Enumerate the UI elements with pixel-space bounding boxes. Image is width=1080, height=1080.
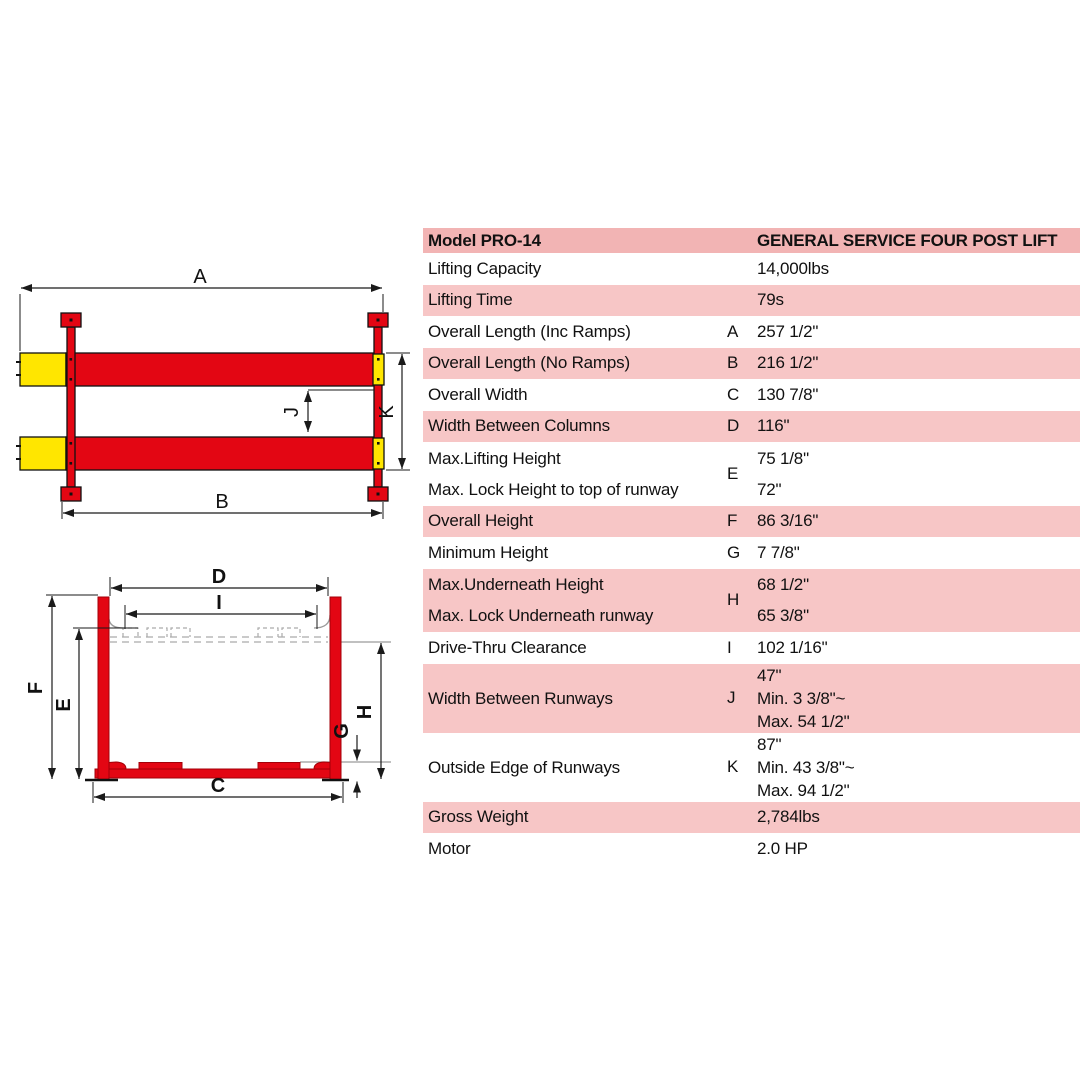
ramp-front-left: [20, 353, 66, 386]
wheelstop-left: [109, 762, 126, 769]
spec-letter: I: [727, 637, 732, 657]
bolt-dot: [70, 462, 73, 465]
spec-row: [423, 506, 1080, 538]
spec-row: [423, 833, 1080, 865]
dim-label-d: D: [211, 566, 227, 588]
spec-label: Lifting Capacity: [428, 258, 542, 278]
spec-value: 2,784lbs: [757, 807, 820, 827]
spec-value: 14,000lbs: [757, 258, 829, 278]
ramp-tick: [16, 374, 21, 376]
ramp-tick: [16, 458, 21, 460]
dim-label-e: E: [53, 698, 75, 712]
spec-value: 102 1/16": [757, 637, 828, 657]
spec-letter: E: [727, 463, 739, 483]
runway-block-left: [139, 763, 182, 770]
spec-letter: A: [727, 321, 739, 341]
spec-value: 130 7/8": [757, 384, 819, 404]
spec-label: Overall Length (Inc Ramps): [428, 321, 631, 341]
spec-label: Overall Width: [428, 384, 528, 404]
bolt-dot: [377, 358, 380, 361]
bolt-dot: [377, 319, 380, 322]
front-view-diagram: [0, 555, 420, 815]
raised-wheelstop-dashed: [171, 628, 190, 637]
bolt-dot: [377, 442, 380, 445]
ramp-rear-left: [20, 437, 66, 470]
spec-label: Overall Length (No Ramps): [428, 353, 630, 373]
spec-row: [423, 632, 1080, 664]
spec-value: 87" Min. 43 3/8"~ Max. 94 1/2": [757, 734, 855, 800]
spec-label: Width Between Columns: [428, 416, 610, 436]
spec-letter: C: [727, 384, 740, 404]
dim-label-c: C: [210, 775, 226, 797]
bolt-dot: [70, 493, 73, 496]
ramp-tick: [16, 445, 21, 447]
spec-table: [423, 228, 1080, 865]
spec-row: [423, 379, 1080, 411]
spec-letter: K: [727, 757, 739, 776]
table-title: GENERAL SERVICE FOUR POST LIFT: [757, 230, 1058, 250]
raised-wheelstop-dashed: [258, 628, 278, 637]
raised-wheelstop-dashed: [123, 628, 138, 637]
bolt-dot: [70, 378, 73, 381]
spec-row: [423, 285, 1080, 317]
spec-letter: F: [727, 511, 738, 531]
spec-row: [423, 442, 1080, 506]
spec-row: [423, 733, 1080, 802]
dim-label-i: I: [216, 592, 222, 614]
spec-label: Width Between Runways: [428, 688, 613, 708]
spec-row: [423, 537, 1080, 569]
spec-label: Gross Weight: [428, 807, 529, 827]
spec-row: [423, 253, 1080, 285]
bolt-dot: [377, 462, 380, 465]
spec-label: Max.Lifting Height Max. Lock Height to top of runway: [428, 448, 679, 499]
spec-letter: B: [727, 353, 739, 373]
spec-label: Overall Height: [428, 511, 533, 531]
runway-front: [66, 353, 374, 386]
model-name: Model PRO-14: [428, 230, 541, 250]
bolt-dot: [377, 378, 380, 381]
dim-label-h: H: [354, 704, 376, 720]
spec-value: 75 1/8" 72": [757, 448, 809, 499]
spec-label: Max.Underneath Height Max. Lock Underneath runway: [428, 575, 654, 626]
runway-block-right: [258, 763, 300, 770]
spec-value: 86 3/16": [757, 511, 819, 531]
spec-value: 116": [757, 416, 790, 436]
spec-row: [423, 348, 1080, 380]
bolt-dot: [70, 442, 73, 445]
raised-wheelstop-dashed: [282, 628, 300, 637]
spec-label: Lifting Time: [428, 290, 513, 310]
runway-rear: [66, 437, 374, 470]
ramp-tick: [16, 361, 21, 363]
spec-row: [423, 664, 1080, 733]
spec-label: Drive-Thru Clearance: [428, 637, 587, 657]
spec-value: 47" Min. 3 3/8"~ Max. 54 1/2": [757, 665, 850, 731]
raised-wheelstop-dashed: [147, 628, 167, 637]
spec-value: 79s: [757, 290, 784, 310]
raised-ramp-arc-right: [314, 615, 330, 628]
spec-row: [423, 316, 1080, 348]
spec-letter: D: [727, 416, 740, 436]
spec-value: 2.0 HP: [757, 838, 808, 858]
spec-letter: J: [727, 688, 736, 707]
dim-label-k: K: [376, 405, 398, 419]
raised-ramp-arc-left: [109, 619, 123, 628]
bolt-dot: [377, 493, 380, 496]
spec-value: 216 1/2": [757, 353, 819, 373]
bolt-dot: [70, 358, 73, 361]
spec-table-body: [423, 253, 1080, 865]
spec-value: 257 1/2": [757, 321, 819, 341]
table-header-row: [423, 228, 1080, 253]
front-column-right: [330, 597, 341, 780]
top-view-diagram: [0, 250, 420, 530]
dim-label-j: J: [281, 407, 303, 417]
dim-label-g: G: [331, 723, 353, 739]
dim-label-b: B: [215, 491, 229, 513]
spec-value: 7 7/8": [757, 542, 800, 562]
bolt-dot: [70, 319, 73, 322]
spec-row: [423, 802, 1080, 834]
spec-value: 68 1/2" 65 3/8": [757, 575, 809, 626]
spec-row: [423, 411, 1080, 443]
spec-label: Motor: [428, 838, 471, 858]
spec-letter: G: [727, 542, 741, 562]
spec-letter: H: [727, 590, 740, 610]
spec-label: Minimum Height: [428, 542, 549, 562]
spec-label: Outside Edge of Runways: [428, 757, 620, 777]
wheelstop-right: [314, 762, 331, 769]
dim-label-a: A: [193, 266, 207, 288]
dim-label-f: F: [25, 681, 47, 695]
spec-row: [423, 569, 1080, 633]
front-column-left: [98, 597, 109, 780]
